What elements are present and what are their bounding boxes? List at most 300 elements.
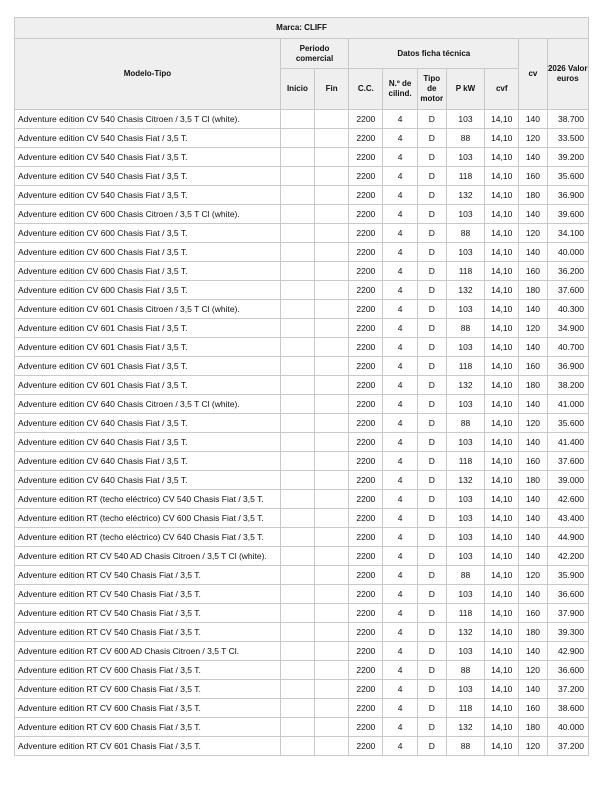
inicio-cell	[280, 566, 314, 585]
pkw-cell: 103	[446, 680, 484, 699]
fin-cell	[315, 547, 349, 566]
cc-cell: 2200	[349, 376, 383, 395]
cc-cell: 2200	[349, 509, 383, 528]
fin-cell	[315, 566, 349, 585]
model-cell: Adventure edition CV 540 Chasis Fiat / 3,5 T.	[15, 186, 281, 205]
fin-cell	[315, 471, 349, 490]
model-cell: Adventure edition RT (techo eléctrico) CV 600 Chasis Fiat / 3,5 T.	[15, 509, 281, 528]
cv-cell: 160	[519, 262, 547, 281]
price-cell: 36.900	[547, 357, 588, 376]
inicio-header: Inicio	[280, 69, 314, 110]
cvf-cell: 14,10	[485, 281, 519, 300]
fin-cell	[315, 300, 349, 319]
pkw-cell: 103	[446, 110, 484, 129]
model-cell: Adventure edition CV 600 Chasis Fiat / 3,5 T.	[15, 281, 281, 300]
tipo-motor-cell: D	[417, 262, 446, 281]
cvf-cell: 14,10	[485, 300, 519, 319]
cvf-cell: 14,10	[485, 585, 519, 604]
cv-cell: 140	[519, 585, 547, 604]
pkw-cell: 88	[446, 737, 484, 756]
fin-cell	[315, 148, 349, 167]
table-header	[15, 18, 589, 110]
cv-cell: 160	[519, 604, 547, 623]
cilindros-cell: 4	[383, 205, 417, 224]
price-table	[14, 17, 589, 756]
fin-cell	[315, 224, 349, 243]
pkw-cell: 103	[446, 205, 484, 224]
cilindros-cell: 4	[383, 566, 417, 585]
fin-cell	[315, 623, 349, 642]
cv-cell: 180	[519, 718, 547, 737]
pkw-cell: 132	[446, 623, 484, 642]
cvf-cell: 14,10	[485, 262, 519, 281]
price-cell: 36.200	[547, 262, 588, 281]
pkw-cell: 103	[446, 148, 484, 167]
table-row	[15, 718, 589, 737]
table-row	[15, 490, 589, 509]
cc-cell: 2200	[349, 452, 383, 471]
table-row	[15, 547, 589, 566]
fin-cell	[315, 737, 349, 756]
fin-cell	[315, 414, 349, 433]
inicio-cell	[280, 205, 314, 224]
tipo-motor-cell: D	[417, 471, 446, 490]
model-cell: Adventure edition RT CV 540 Chasis Fiat / 3,5 T.	[15, 585, 281, 604]
table-row	[15, 262, 589, 281]
cc-header: C.C.	[349, 69, 383, 110]
table-row	[15, 357, 589, 376]
table-row	[15, 566, 589, 585]
cilindros-cell: 4	[383, 300, 417, 319]
table-row	[15, 129, 589, 148]
tipo-motor-cell: D	[417, 167, 446, 186]
pkw-cell: 118	[446, 452, 484, 471]
cc-cell: 2200	[349, 661, 383, 680]
table-row	[15, 319, 589, 338]
cvf-cell: 14,10	[485, 433, 519, 452]
fin-cell	[315, 262, 349, 281]
price-cell: 40.000	[547, 718, 588, 737]
model-cell: Adventure edition CV 640 Chasis Fiat / 3,5 T.	[15, 471, 281, 490]
inicio-cell	[280, 585, 314, 604]
cv-cell: 140	[519, 528, 547, 547]
cc-cell: 2200	[349, 319, 383, 338]
cc-cell: 2200	[349, 737, 383, 756]
cvf-cell: 14,10	[485, 604, 519, 623]
cv-cell: 140	[519, 395, 547, 414]
fin-cell	[315, 585, 349, 604]
inicio-cell	[280, 509, 314, 528]
cv-cell: 140	[519, 148, 547, 167]
pkw-cell: 132	[446, 471, 484, 490]
cilindros-cell: 4	[383, 642, 417, 661]
tipo-motor-cell: D	[417, 642, 446, 661]
model-cell: Adventure edition CV 601 Chasis Fiat / 3,5 T.	[15, 376, 281, 395]
model-cell: Adventure edition RT CV 601 Chasis Fiat / 3,5 T.	[15, 737, 281, 756]
cv-cell: 120	[519, 737, 547, 756]
fin-cell	[315, 319, 349, 338]
tipo-motor-header: Tipo de motor	[417, 69, 446, 110]
tipo-motor-cell: D	[417, 319, 446, 338]
table-row	[15, 148, 589, 167]
table-row	[15, 585, 589, 604]
price-cell: 34.900	[547, 319, 588, 338]
table-row	[15, 243, 589, 262]
model-cell: Adventure edition CV 600 Chasis Fiat / 3,5 T.	[15, 262, 281, 281]
cilindros-cell: 4	[383, 167, 417, 186]
price-cell: 41.000	[547, 395, 588, 414]
cilindros-cell: 4	[383, 414, 417, 433]
inicio-cell	[280, 680, 314, 699]
cv-cell: 160	[519, 699, 547, 718]
price-cell: 39.300	[547, 623, 588, 642]
tipo-motor-cell: D	[417, 547, 446, 566]
table-row	[15, 224, 589, 243]
table-row	[15, 471, 589, 490]
model-cell: Adventure edition CV 640 Chasis Fiat / 3,5 T.	[15, 452, 281, 471]
table-row	[15, 528, 589, 547]
inicio-cell	[280, 129, 314, 148]
inicio-cell	[280, 148, 314, 167]
pkw-cell: 103	[446, 585, 484, 604]
tipo-motor-cell: D	[417, 585, 446, 604]
cv-header: cv	[519, 39, 547, 110]
cilindros-cell: 4	[383, 585, 417, 604]
cv-cell: 120	[519, 414, 547, 433]
cc-cell: 2200	[349, 186, 383, 205]
table-row	[15, 300, 589, 319]
pkw-cell: 88	[446, 224, 484, 243]
cv-cell: 120	[519, 319, 547, 338]
pkw-cell: 88	[446, 566, 484, 585]
cilindros-cell: 4	[383, 319, 417, 338]
fin-cell	[315, 509, 349, 528]
pkw-cell: 118	[446, 357, 484, 376]
price-cell: 39.000	[547, 471, 588, 490]
brand-title: Marca: CLIFF	[15, 18, 589, 39]
fin-cell	[315, 718, 349, 737]
cilindros-cell: 4	[383, 433, 417, 452]
pkw-cell: 88	[446, 129, 484, 148]
model-cell: Adventure edition CV 600 Chasis Fiat / 3,5 T.	[15, 224, 281, 243]
cc-cell: 2200	[349, 528, 383, 547]
cc-cell: 2200	[349, 680, 383, 699]
datos-ficha-tecnica-header: Datos ficha técnica	[349, 39, 519, 69]
tipo-motor-cell: D	[417, 357, 446, 376]
fin-cell	[315, 357, 349, 376]
cv-cell: 120	[519, 224, 547, 243]
cvf-cell: 14,10	[485, 148, 519, 167]
fin-cell	[315, 699, 349, 718]
cv-cell: 120	[519, 129, 547, 148]
cvf-cell: 14,10	[485, 186, 519, 205]
cv-cell: 180	[519, 281, 547, 300]
inicio-cell	[280, 395, 314, 414]
cv-cell: 180	[519, 376, 547, 395]
table-row	[15, 205, 589, 224]
cv-cell: 140	[519, 509, 547, 528]
model-cell: Adventure edition RT CV 600 Chasis Fiat / 3,5 T.	[15, 680, 281, 699]
tipo-motor-cell: D	[417, 205, 446, 224]
cvf-cell: 14,10	[485, 224, 519, 243]
price-cell: 42.200	[547, 547, 588, 566]
fin-cell	[315, 338, 349, 357]
price-cell: 43.400	[547, 509, 588, 528]
cvf-cell: 14,10	[485, 395, 519, 414]
model-cell: Adventure edition RT (techo eléctrico) CV 540 Chasis Fiat / 3,5 T.	[15, 490, 281, 509]
cc-cell: 2200	[349, 585, 383, 604]
cc-cell: 2200	[349, 224, 383, 243]
pkw-cell: 103	[446, 243, 484, 262]
model-cell: Adventure edition RT CV 600 Chasis Fiat / 3,5 T.	[15, 718, 281, 737]
cvf-cell: 14,10	[485, 129, 519, 148]
cvf-cell: 14,10	[485, 642, 519, 661]
fin-cell	[315, 243, 349, 262]
cvf-cell: 14,10	[485, 661, 519, 680]
cc-cell: 2200	[349, 642, 383, 661]
cc-cell: 2200	[349, 205, 383, 224]
pkw-header: P kW	[446, 69, 484, 110]
fin-cell	[315, 129, 349, 148]
fin-cell	[315, 490, 349, 509]
tipo-motor-cell: D	[417, 737, 446, 756]
cv-cell: 140	[519, 338, 547, 357]
tipo-motor-cell: D	[417, 433, 446, 452]
inicio-cell	[280, 433, 314, 452]
cc-cell: 2200	[349, 395, 383, 414]
cvf-cell: 14,10	[485, 205, 519, 224]
cilindros-cell: 4	[383, 338, 417, 357]
model-cell: Adventure edition RT CV 600 AD Chasis Citroen / 3,5 T Cl.	[15, 642, 281, 661]
cc-cell: 2200	[349, 699, 383, 718]
cilindros-cell: 4	[383, 471, 417, 490]
model-cell: Adventure edition RT (techo eléctrico) CV 640 Chasis Fiat / 3,5 T.	[15, 528, 281, 547]
model-cell: Adventure edition CV 600 Chasis Citroen / 3,5 T Cl (white).	[15, 205, 281, 224]
price-cell: 42.900	[547, 642, 588, 661]
cc-cell: 2200	[349, 471, 383, 490]
cvf-cell: 14,10	[485, 509, 519, 528]
brand-row	[15, 18, 589, 39]
price-cell: 36.600	[547, 661, 588, 680]
cvf-cell: 14,10	[485, 528, 519, 547]
tipo-motor-cell: D	[417, 604, 446, 623]
price-cell: 37.600	[547, 452, 588, 471]
model-cell: Adventure edition CV 640 Chasis Fiat / 3,5 T.	[15, 414, 281, 433]
pkw-cell: 88	[446, 414, 484, 433]
table-row	[15, 338, 589, 357]
price-cell: 40.300	[547, 300, 588, 319]
pkw-cell: 103	[446, 395, 484, 414]
model-cell: Adventure edition CV 540 Chasis Fiat / 3,5 T.	[15, 148, 281, 167]
cilindros-cell: 4	[383, 680, 417, 699]
price-cell: 34.100	[547, 224, 588, 243]
fin-cell	[315, 680, 349, 699]
table-row	[15, 623, 589, 642]
pkw-cell: 103	[446, 300, 484, 319]
table-row	[15, 699, 589, 718]
pkw-cell: 118	[446, 604, 484, 623]
tipo-motor-cell: D	[417, 395, 446, 414]
inicio-cell	[280, 319, 314, 338]
cvf-cell: 14,10	[485, 737, 519, 756]
inicio-cell	[280, 452, 314, 471]
tipo-motor-cell: D	[417, 414, 446, 433]
cilindros-cell: 4	[383, 699, 417, 718]
price-cell: 38.600	[547, 699, 588, 718]
fin-cell	[315, 110, 349, 129]
cc-cell: 2200	[349, 623, 383, 642]
cv-cell: 160	[519, 452, 547, 471]
price-cell: 35.600	[547, 414, 588, 433]
cv-cell: 140	[519, 433, 547, 452]
price-cell: 42.600	[547, 490, 588, 509]
inicio-cell	[280, 243, 314, 262]
table-row	[15, 110, 589, 129]
cv-cell: 180	[519, 471, 547, 490]
cv-cell: 140	[519, 110, 547, 129]
table-row	[15, 281, 589, 300]
cv-cell: 140	[519, 642, 547, 661]
cv-cell: 120	[519, 661, 547, 680]
model-cell: Adventure edition CV 600 Chasis Fiat / 3,5 T.	[15, 243, 281, 262]
cc-cell: 2200	[349, 148, 383, 167]
cv-cell: 140	[519, 490, 547, 509]
group-header-row	[15, 39, 589, 69]
cilindros-cell: 4	[383, 262, 417, 281]
tipo-motor-cell: D	[417, 110, 446, 129]
price-cell: 44.900	[547, 528, 588, 547]
pkw-cell: 132	[446, 718, 484, 737]
inicio-cell	[280, 547, 314, 566]
fin-cell	[315, 395, 349, 414]
pkw-cell: 103	[446, 509, 484, 528]
cvf-cell: 14,10	[485, 357, 519, 376]
cc-cell: 2200	[349, 566, 383, 585]
cc-cell: 2200	[349, 167, 383, 186]
cilindros-cell: 4	[383, 490, 417, 509]
model-cell: Adventure edition RT CV 540 Chasis Fiat / 3,5 T.	[15, 623, 281, 642]
cc-cell: 2200	[349, 338, 383, 357]
inicio-cell	[280, 186, 314, 205]
inicio-cell	[280, 376, 314, 395]
pkw-cell: 118	[446, 167, 484, 186]
inicio-cell	[280, 281, 314, 300]
table-row	[15, 395, 589, 414]
cilindros-cell: 4	[383, 357, 417, 376]
cc-cell: 2200	[349, 357, 383, 376]
tipo-motor-cell: D	[417, 452, 446, 471]
price-cell: 41.400	[547, 433, 588, 452]
price-cell: 36.600	[547, 585, 588, 604]
tipo-motor-cell: D	[417, 338, 446, 357]
pkw-cell: 132	[446, 281, 484, 300]
tipo-motor-cell: D	[417, 186, 446, 205]
cilindros-cell: 4	[383, 224, 417, 243]
cv-cell: 140	[519, 205, 547, 224]
cv-cell: 160	[519, 167, 547, 186]
inicio-cell	[280, 642, 314, 661]
fin-cell	[315, 528, 349, 547]
price-cell: 36.900	[547, 186, 588, 205]
tipo-motor-cell: D	[417, 490, 446, 509]
cv-cell: 140	[519, 243, 547, 262]
cilindros-cell: 4	[383, 623, 417, 642]
fin-cell	[315, 167, 349, 186]
price-cell: 39.600	[547, 205, 588, 224]
cilindros-cell: 4	[383, 148, 417, 167]
table-row	[15, 680, 589, 699]
fin-cell	[315, 452, 349, 471]
table-row	[15, 509, 589, 528]
cilindros-cell: 4	[383, 718, 417, 737]
cilindros-cell: 4	[383, 547, 417, 566]
pkw-cell: 103	[446, 490, 484, 509]
table-body	[15, 110, 589, 756]
cc-cell: 2200	[349, 433, 383, 452]
cilindros-cell: 4	[383, 243, 417, 262]
model-cell: Adventure edition RT CV 540 Chasis Fiat / 3,5 T.	[15, 566, 281, 585]
cc-cell: 2200	[349, 262, 383, 281]
price-cell: 37.200	[547, 680, 588, 699]
price-cell: 33.500	[547, 129, 588, 148]
inicio-cell	[280, 167, 314, 186]
table-row	[15, 433, 589, 452]
modelo-tipo-header: Modelo-Tipo	[15, 39, 281, 110]
table-row	[15, 186, 589, 205]
periodo-comercial-header: Periodo comercial	[280, 39, 348, 69]
fin-cell	[315, 186, 349, 205]
inicio-cell	[280, 224, 314, 243]
inicio-cell	[280, 110, 314, 129]
inicio-cell	[280, 661, 314, 680]
price-cell: 37.200	[547, 737, 588, 756]
price-cell: 40.000	[547, 243, 588, 262]
model-cell: Adventure edition CV 540 Chasis Citroen / 3,5 T Cl (white).	[15, 110, 281, 129]
fin-cell	[315, 433, 349, 452]
cilindros-cell: 4	[383, 528, 417, 547]
cilindros-cell: 4	[383, 509, 417, 528]
price-cell: 38.700	[547, 110, 588, 129]
cvf-header: cvf	[485, 69, 519, 110]
tipo-motor-cell: D	[417, 718, 446, 737]
cv-cell: 180	[519, 186, 547, 205]
model-cell: Adventure edition RT CV 540 Chasis Fiat / 3,5 T.	[15, 604, 281, 623]
tipo-motor-cell: D	[417, 281, 446, 300]
inicio-cell	[280, 528, 314, 547]
cc-cell: 2200	[349, 281, 383, 300]
cvf-cell: 14,10	[485, 623, 519, 642]
pkw-cell: 118	[446, 262, 484, 281]
pkw-cell: 132	[446, 376, 484, 395]
cvf-cell: 14,10	[485, 471, 519, 490]
cvf-cell: 14,10	[485, 243, 519, 262]
cc-cell: 2200	[349, 490, 383, 509]
tipo-motor-cell: D	[417, 680, 446, 699]
table-row	[15, 661, 589, 680]
price-cell: 35.600	[547, 167, 588, 186]
cc-cell: 2200	[349, 129, 383, 148]
cilindros-cell: 4	[383, 110, 417, 129]
cilindros-cell: 4	[383, 186, 417, 205]
price-cell: 37.600	[547, 281, 588, 300]
inicio-cell	[280, 718, 314, 737]
table-row	[15, 737, 589, 756]
cvf-cell: 14,10	[485, 718, 519, 737]
cvf-cell: 14,10	[485, 167, 519, 186]
cc-cell: 2200	[349, 110, 383, 129]
tipo-motor-cell: D	[417, 148, 446, 167]
model-cell: Adventure edition RT CV 540 AD Chasis Citroen / 3,5 T Cl (white).	[15, 547, 281, 566]
